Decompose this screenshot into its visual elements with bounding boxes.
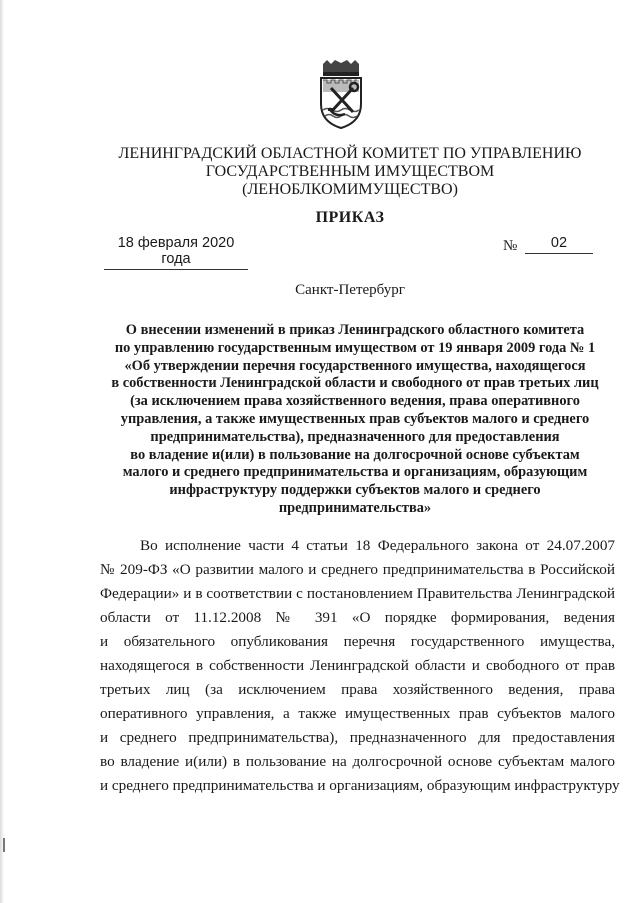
- org-line-2: ГОСУДАРСТВЕННЫМ ИМУЩЕСТВОМ: [205, 163, 495, 180]
- body-line: и обязательного опубликования перечня государственного имущества,: [100, 633, 615, 650]
- coat-of-arms-icon: [313, 60, 369, 130]
- scan-mark: [3, 838, 5, 852]
- document-date: 18 февраля 2020 года: [104, 235, 248, 270]
- body-line: находящегося в собственности Ленинградской области и свободного от прав: [100, 657, 615, 674]
- document-city: Санкт-Петербург: [295, 282, 405, 298]
- page-left-edge: [0, 0, 4, 903]
- body-line: и среднего предпринимательства), предназначенного для предоставления: [100, 729, 615, 746]
- body-line: и среднего предпринимательства и организациям, образующим инфраструктуру: [100, 777, 620, 794]
- body-line: области от 11.12.2008 № 391 «О порядке формирования, ведения: [100, 609, 615, 626]
- document-subject: [110, 322, 600, 518]
- document-number: 02: [525, 235, 593, 254]
- subject-line: в собственности Ленинградской области и свободного от прав третьих лиц: [111, 375, 599, 392]
- org-line-3: (ЛЕНОБЛКОМИМУЩЕСТВО): [242, 181, 458, 198]
- org-line-1: ЛЕНИНГРАДСКИЙ ОБЛАСТНОЙ КОМИТЕТ ПО УПРАВЛЕНИЮ: [118, 145, 582, 162]
- document-type: ПРИКАЗ: [315, 209, 385, 226]
- number-label: №: [503, 238, 518, 254]
- subject-line: малого и среднего предпринимательства и организациям, образующим: [122, 464, 588, 481]
- organization-name: [100, 145, 600, 199]
- subject-line: управления, а также имущественных прав субъектов малого и среднего: [120, 410, 590, 427]
- body-line: третьих лиц (за исключением права хозяйственного ведения, права: [100, 681, 615, 698]
- body-paragraph: [100, 534, 620, 798]
- subject-line: по управлению государственным имуществом от 19 января 2009 года № 1: [114, 339, 596, 356]
- body-line: оперативного управления, а также имущественных прав субъектов малого: [100, 705, 615, 722]
- body-line: Во исполнение части 4 статьи 18 Федерального закона от 24.07.2007: [140, 537, 615, 554]
- body-line: во владение и(или) в пользование на долгосрочной основе субъектам малого: [100, 753, 615, 770]
- subject-line: инфраструктуру поддержки субъектов малого и среднего: [169, 482, 541, 499]
- subject-line: предпринимательства), предназначенного для предоставления: [150, 428, 560, 445]
- subject-line: (за исключением права хозяйственного ведения, права оперативного: [130, 393, 580, 410]
- body-line: Федерации» и в соответствии с постановлением Правительства Ленинградской: [100, 585, 615, 602]
- subject-line: «Об утверждении перечня государственного имущества, находящегося: [124, 357, 586, 374]
- body-line: № 209-ФЗ «О развитии малого и среднего предпринимательства в Российской: [100, 561, 615, 578]
- subject-line: во владение и(или) в пользование на долгосрочной основе субъектам: [130, 446, 580, 463]
- subject-line: О внесении изменений в приказ Ленинградского областного комитета: [125, 322, 585, 338]
- subject-line: предпринимательства»: [278, 499, 432, 516]
